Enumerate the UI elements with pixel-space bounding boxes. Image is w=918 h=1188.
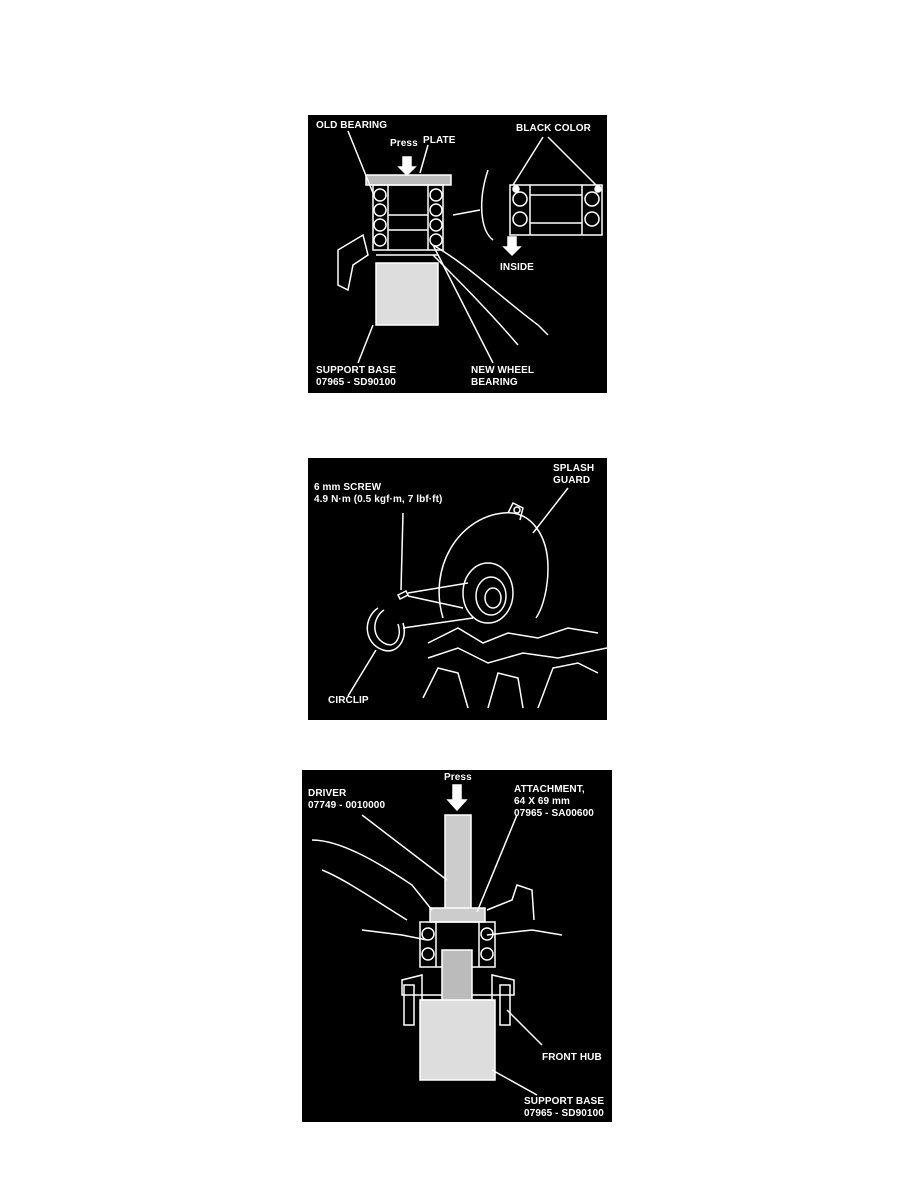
circlip-label: CIRCLIP [328,695,369,706]
figure-bearing-removal [308,115,607,393]
front-hub-label: FRONT HUB [542,1052,602,1063]
bearing-removal-illustration [308,115,607,393]
new-wheel-bearing-label: NEW WHEEL [471,365,535,376]
press-label-2: Press [444,772,472,783]
splash-label: SPLASH [553,463,595,474]
inside-label: INSIDE [500,262,534,273]
black-color-label: BLACK COLOR [516,123,591,134]
new-wheel-bearing-label-2: BEARING [471,377,518,388]
attachment-label: ATTACHMENT, [514,784,585,795]
screw-torque-label: 4.9 N·m (0.5 kgf·m, 7 lbf·ft) [314,494,443,505]
driver-part-number: 07749 - 0010000 [308,800,386,811]
support-base-part-number: 07965 - SD90100 [316,377,396,388]
screw-label: 6 mm SCREW [314,482,382,493]
support-base-label-2: SUPPORT BASE [524,1096,605,1107]
front-hub-illustration [302,770,612,1122]
attachment-size-label: 64 X 69 mm [514,796,571,807]
support-base-part-number-2: 07965 - SD90100 [524,1108,604,1119]
driver-label: DRIVER [308,788,347,799]
guard-label: GUARD [553,475,591,486]
figure-splash-guard [308,458,607,720]
figure-front-hub-installation [302,770,612,1122]
press-label: Press [390,138,418,149]
plate-label: PLATE [423,135,456,146]
attachment-part-number: 07965 - SA00600 [514,808,594,819]
support-base-label: SUPPORT BASE [316,365,397,376]
old-bearing-label: OLD BEARING [316,120,388,131]
